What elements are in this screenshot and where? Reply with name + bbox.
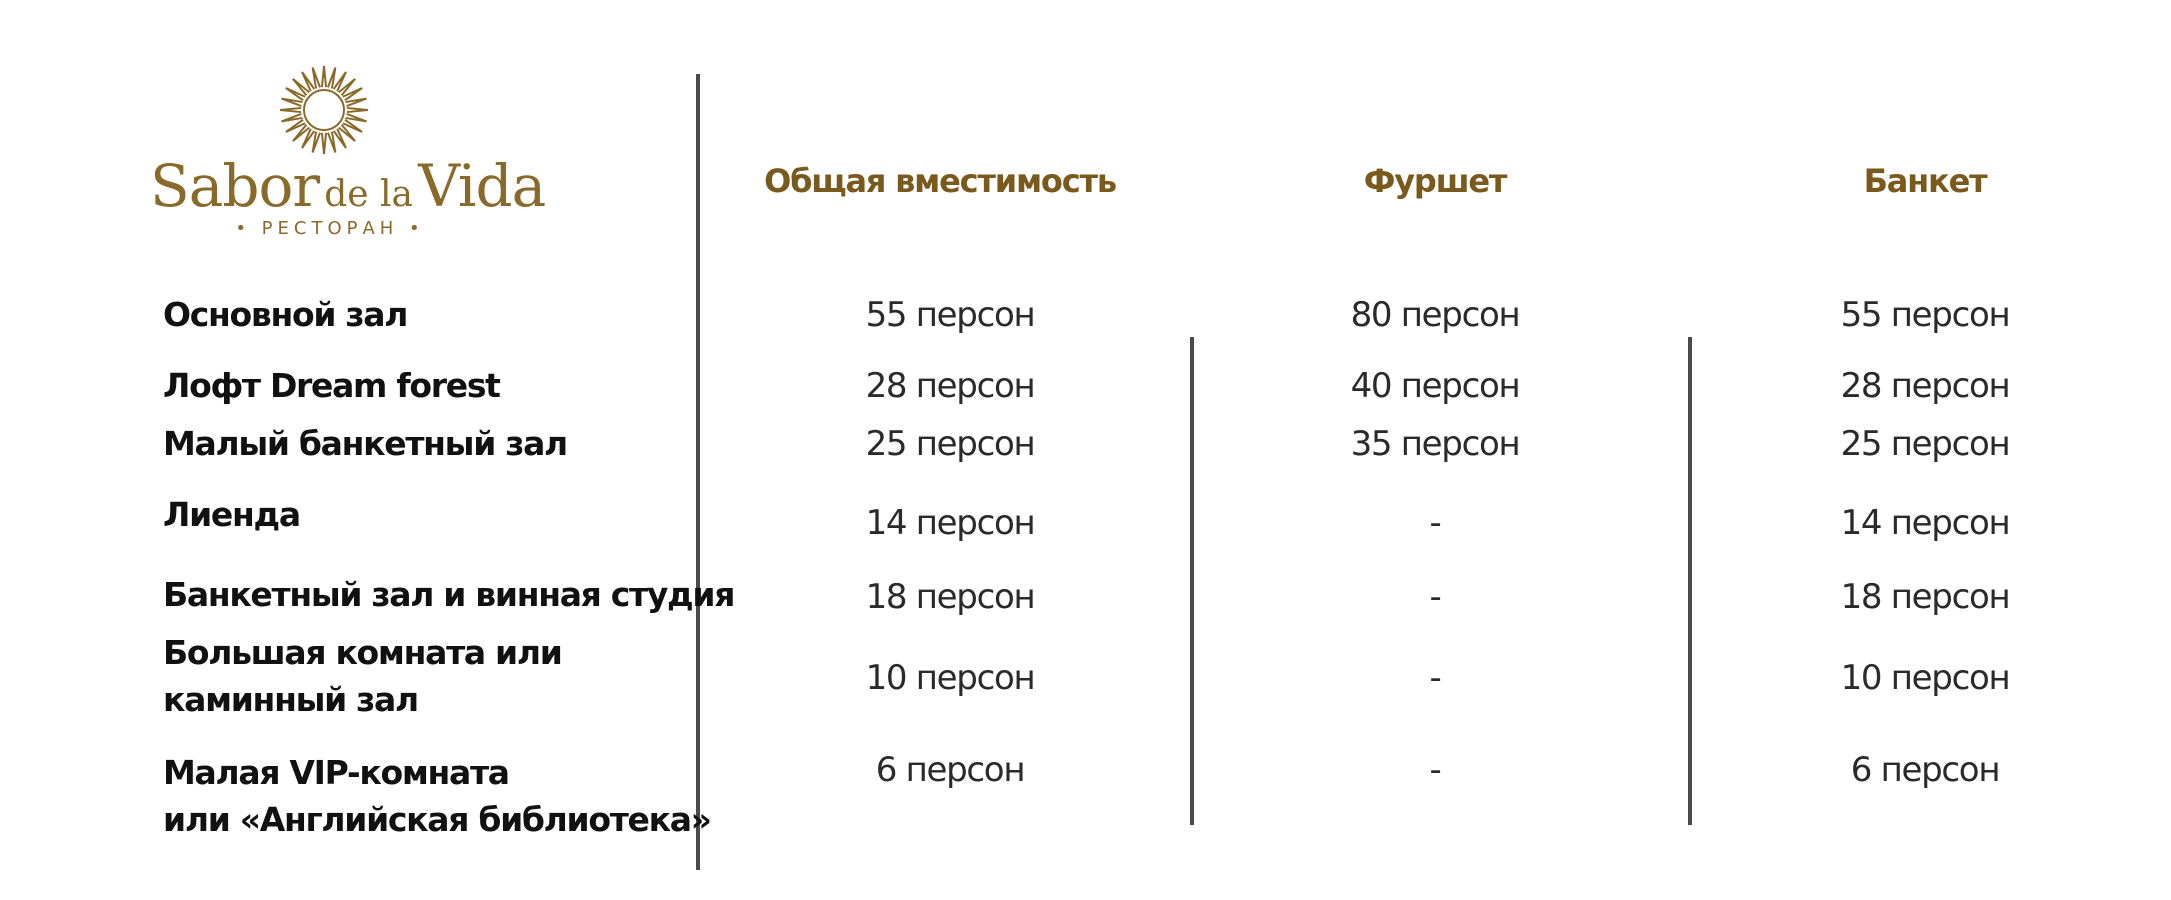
sun-ray	[313, 132, 320, 153]
divider-col1	[1190, 337, 1194, 825]
cell-banquet: 14 персон	[1840, 503, 2010, 543]
cell-banquet: 18 персон	[1840, 577, 2010, 617]
cell-total: 10 персон	[865, 658, 1035, 698]
brand-subtitle: • РЕСТОРАН •	[235, 218, 425, 239]
sun-ray	[322, 66, 326, 87]
brand-logo	[140, 62, 546, 242]
cell-buffet: -	[1429, 658, 1441, 698]
cell-banquet: 28 персон	[1840, 366, 2010, 406]
sun-ray	[328, 67, 335, 88]
cell-buffet: -	[1429, 503, 1441, 543]
cell-banquet: 25 персон	[1840, 424, 2010, 464]
column-header-total: Общая вместимость	[764, 162, 1116, 200]
cell-buffet: -	[1429, 750, 1441, 790]
column-header-buffet: Фуршет	[1363, 162, 1507, 200]
row-label-line2: или «Английская библиотека»	[163, 800, 711, 839]
cell-buffet: 35 персон	[1350, 424, 1520, 464]
sun-ray	[280, 108, 301, 112]
row-label: Малый банкетный зал	[163, 424, 567, 463]
cell-total: 25 персон	[865, 424, 1035, 464]
cell-total: 18 персон	[865, 577, 1035, 617]
sun-ray	[346, 99, 367, 106]
cell-buffet: 80 персон	[1350, 295, 1520, 335]
row-label: Малая VIP-комната	[163, 753, 509, 792]
sun-ray	[346, 114, 367, 121]
cell-total: 28 персон	[865, 366, 1035, 406]
sun-ray	[313, 67, 320, 88]
row-label: Лофт Dream forest	[163, 366, 500, 405]
divider-col2	[1688, 337, 1692, 825]
sun-icon	[276, 62, 372, 158]
cell-banquet: 6 персон	[1850, 750, 2000, 790]
sun-ray	[281, 114, 302, 121]
cell-total: 6 персон	[875, 750, 1025, 790]
sun-ray	[347, 108, 368, 112]
cell-total: 55 персон	[865, 295, 1035, 335]
cell-buffet: -	[1429, 577, 1441, 617]
column-header-banquet: Банкет	[1863, 162, 1987, 200]
row-label-line2: каминный зал	[163, 680, 418, 719]
cell-banquet: 10 персон	[1840, 658, 2010, 698]
cell-total: 14 персон	[865, 503, 1035, 543]
row-label: Лиенда	[163, 495, 300, 534]
row-label: Основной зал	[163, 295, 408, 334]
row-label: Банкетный зал и винная студия	[163, 575, 735, 614]
divider-main	[696, 74, 700, 870]
row-label: Большая комната или	[163, 633, 562, 672]
sun-ray	[328, 132, 335, 153]
cell-buffet: 40 персон	[1350, 366, 1520, 406]
brand-name: Sabor de la Vida	[150, 152, 546, 220]
sun-ray	[281, 99, 302, 106]
sun-ray	[322, 133, 326, 154]
cell-banquet: 55 персон	[1840, 295, 2010, 335]
